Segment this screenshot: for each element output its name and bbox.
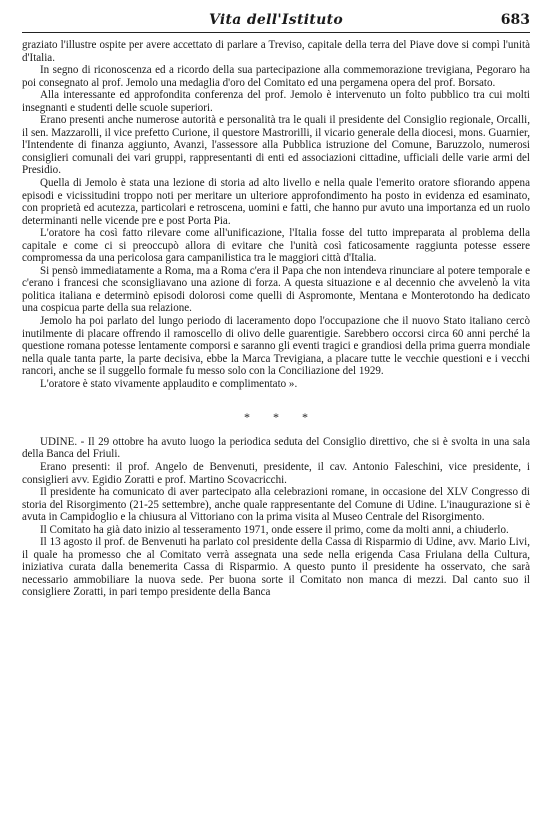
section-separator: * * * [244,410,318,425]
section-udine [22,436,530,599]
paragraph: Il 13 agosto il prof. de Benvenuti ha parlato col presidente della Cassa di Risparmio di Udine, avv. Mario Livi, il quale ha promesso che al Comitato verrà assegnata una sede nella erigenda Casa Friulana della Cultura, iniziativa curata dalla benemerita Cassa di Risparmio. A questo punto il presidente ha osservato, che sarà necessario ammobiliare la nuova sede. Per buona sorte il Comitato non manca di mezzi. Dal canto suo il consigliere Zoratti, in pari tempo presidente della Banca [22,536,530,599]
paragraph: Jemolo ha poi parlato del lungo periodo di laceramento dopo l'occupazione che il nuovo Stato italiano cercò inutilmente di placare offrendo il ramoscello di olivo delle guarentigie. Sarebbero occorsi circa 60 anni perché la questione romana potesse lentamente comporsi e saranno gli eventi tragici e grandiosi della prima guerra mondiale nella quale tanta parte, la parte decisiva, ebbe la Marca Trevigiana, a placare tutte le vecchie questioni e i vecchi rancori, anche se il suggello formale fu messo solo con la Conciliazione del 1929. [22,315,530,378]
paragraph: Erano presenti: il prof. Angelo de Benvenuti, presidente, il cav. Antonio Faleschini, vice presidente, i consiglieri avv. Egidio Zoratti e prof. Martino Scovacricchi. [22,460,530,486]
paragraph: Si pensò immediatamente a Roma, ma a Roma c'era il Papa che non intendeva rinunciare al potere temporale e c'erano i francesi che sconsigliavano una azione di forza. A questa situazione e al decennio che avvelenò la vita politica italiana e determinò episodi dolorosi come quelli di Aspromonte, Mentana e Monterotondo ha dedicato una cospicua parte della sua relazione. [22,264,530,315]
body-text [22,39,530,599]
running-title: Vita dell'Istituto [208,12,344,28]
paragraph: Il presidente ha comunicato di aver partecipato alla celebrazioni romane, in occasione del XLV Congresso di storia del Risorgimento (21-25 settembre), anche quale rappresentante del Comune di Udine. L'inaugurazione si è avuta in Campidoglio e la chiusura al Vittoriano con la prima visita al Museo Centrale del Risorgimento. [22,486,530,524]
paragraph: graziato l'illustre ospite per avere accettato di parlare a Treviso, capitale della terra del Piave dove si compì l'unità d'Italia. [22,39,530,64]
running-header [22,10,530,33]
paragraph: L'oratore ha così fatto rilevare come all'unificazione, l'Italia fosse del tutto impreparata al problema della capitale e come ci si preoccupò allora di evitare che l'unità così faticosamente raggiunta potesse essere compromessa da una pericolosa gara campanilistica tra le maggiori città d'Italia. [22,227,530,265]
paragraph: Erano presenti anche numerose autorità e personalità tra le quali il presidente del Consiglio regionale, Orcalli, il sen. Mazzarolli, il vice prefetto Curione, il questore Mastrorilli, il vicario generale della diocesi, mons. Guarnier, l'Intendente di finanza aggiunto, Avanzi, l'assessore alla Pubblica istruzione del Comune, Baruzzolo, numerosi consiglieri comunali dei vari gruppi, rappresentanti di enti ed associazioni cittadine, ufficiali delle varie armi del Presidio. [22,114,530,177]
paragraph: In segno di riconoscenza ed a ricordo della sua partecipazione alla commemorazione trevigiana, Pegoraro ha poi consegnato al prof. Jemolo una medaglia d'oro del Comitato ed una pergamena opera del prof. Borsato. [22,64,530,89]
paragraph: UDINE. - Il 29 ottobre ha avuto luogo la periodica seduta del Consiglio direttivo, che si è svolta in una sala della Banca del Friuli. [22,435,530,461]
paragraph: Quella di Jemolo è stata una lezione di storia ad alto livello e nella quale l'emerito oratore sfiorando appena episodi e vicissitudini troppo noti per meritare un ulteriore approfondimento ha posto in evidenza ed esaminato, con proprietà ed acutezza, particolari e retroscena, uomini e fatti, che hanno pur avuto una importanza ed un ruolo determinanti nelle vicende pre e post Porta Pia. [22,177,530,227]
paragraph: L'oratore è stato vivamente applaudito e complimentato ». [40,377,298,390]
paragraph: Alla interessante ed approfondita conferenza del prof. Jemolo è intervenuto un folto pubblico tra cui molti insegnanti e studenti delle scuole superiori. [22,89,530,114]
section-treviso [22,39,530,390]
document-page [22,10,530,599]
paragraph: Il Comitato ha già dato inizio al tesseramento 1971, onde essere il primo, come da molti anni, a chiuderlo. [40,523,509,536]
page-number: 683 [500,12,530,28]
